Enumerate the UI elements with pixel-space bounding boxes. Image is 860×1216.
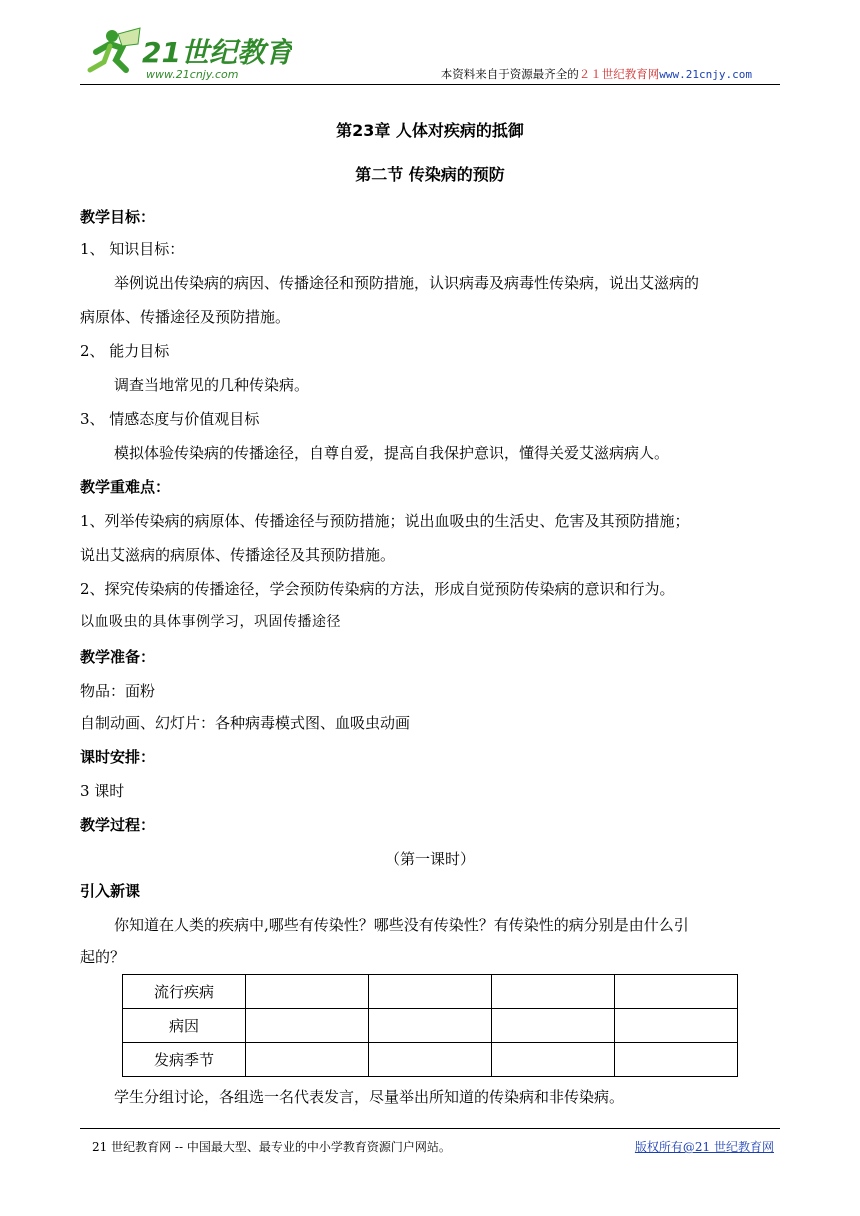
header-divider <box>80 84 780 85</box>
table-cell <box>615 975 738 1009</box>
table-row-label: 发病季节 <box>123 1043 246 1077</box>
key-point-3: 以血吸虫的具体事例学习，巩固传播途径 <box>80 614 341 630</box>
table-row <box>123 1043 738 1077</box>
schedule-heading: 课时安排： <box>80 748 156 766</box>
footer-divider <box>80 1128 780 1129</box>
knowledge-goal-text-cont: 病原体、传播途径及预防措施。 <box>80 308 291 326</box>
table-cell <box>246 975 369 1009</box>
prep-heading: 教学准备： <box>80 648 156 666</box>
table-row <box>123 975 738 1009</box>
table-row-label: 病因 <box>123 1009 246 1043</box>
key-point-1-cont: 说出艾滋病的病原体、传播途径及其预防措施。 <box>80 546 396 564</box>
svg-text:www.21cnjy.com: www.21cnjy.com <box>146 68 239 81</box>
footer-text: 21 世纪教育网 -- 中国最大型、最专业的中小学教育资源门户网站。 <box>92 1140 451 1154</box>
key-point-2: 2、探究传染病的传播途径，学会预防传染病的方法，形成自觉预防传染病的意识和行为。 <box>80 580 675 598</box>
discussion-text: 学生分组讨论，各组选一名代表发言，尽量举出所知道的传染病和非传染病。 <box>114 1088 625 1106</box>
chapter-title: 第23章 人体对疾病的抵御 <box>336 121 524 140</box>
table-row <box>123 1009 738 1043</box>
table-cell <box>615 1009 738 1043</box>
emotion-goal-text: 模拟体验传染病的传播途径，自尊自爱，提高自我保护意识，懂得关爱艾滋病病人。 <box>114 444 670 462</box>
process-heading: 教学过程： <box>80 816 156 834</box>
table-cell <box>369 975 492 1009</box>
intro-heading: 引入新课 <box>80 882 141 900</box>
table-cell <box>246 1043 369 1077</box>
section-title: 第二节 传染病的预防 <box>355 165 505 184</box>
ability-goal-heading: 2、 能力目标 <box>80 342 170 360</box>
table-cell <box>615 1043 738 1077</box>
svg-text:21世纪教育: 21世纪教育 <box>142 36 292 69</box>
site-logo <box>82 24 292 82</box>
table-cell <box>369 1043 492 1077</box>
table-cell <box>492 1009 615 1043</box>
ability-goal-text: 调查当地常见的几种传染病。 <box>114 376 310 394</box>
knowledge-goal-text: 举例说出传染病的病因、传播途径和预防措施，认识病毒及病毒性传染病，说出艾滋病的 <box>114 274 700 292</box>
table-cell <box>246 1009 369 1043</box>
table-cell <box>369 1009 492 1043</box>
key-points-heading: 教学重难点： <box>80 478 171 496</box>
schedule-value: 3 课时 <box>80 782 125 800</box>
header-note: 本资料来自于资源最齐全的２１世纪教育网www.21cnjy.com <box>440 67 752 81</box>
objectives-heading: 教学目标： <box>80 208 156 226</box>
period-label: （第一课时） <box>384 850 475 868</box>
intro-question-cont: 起的？ <box>80 948 126 966</box>
disease-table <box>122 974 738 1077</box>
prep-item-media: 自制动画、幻灯片：各种病毒模式图、血吸虫动画 <box>80 714 411 732</box>
key-point-1: 1、列举传染病的病原体、传播途径与预防措施；说出血吸虫的生活史、危害及其预防措施； <box>80 512 690 530</box>
table-row-label: 流行疾病 <box>123 975 246 1009</box>
table-cell <box>492 1043 615 1077</box>
table-cell <box>492 975 615 1009</box>
knowledge-goal-heading: 1、 知识目标： <box>80 240 185 258</box>
copyright-link[interactable]: 版权所有@21 世纪教育网 <box>634 1140 774 1154</box>
intro-question: 你知道在人类的疾病中,哪些有传染性？哪些没有传染性？有传染性的病分别是由什么引 <box>114 916 689 934</box>
prep-item-materials: 物品：面粉 <box>80 682 156 700</box>
emotion-goal-heading: 3、 情感态度与价值观目标 <box>80 410 260 428</box>
